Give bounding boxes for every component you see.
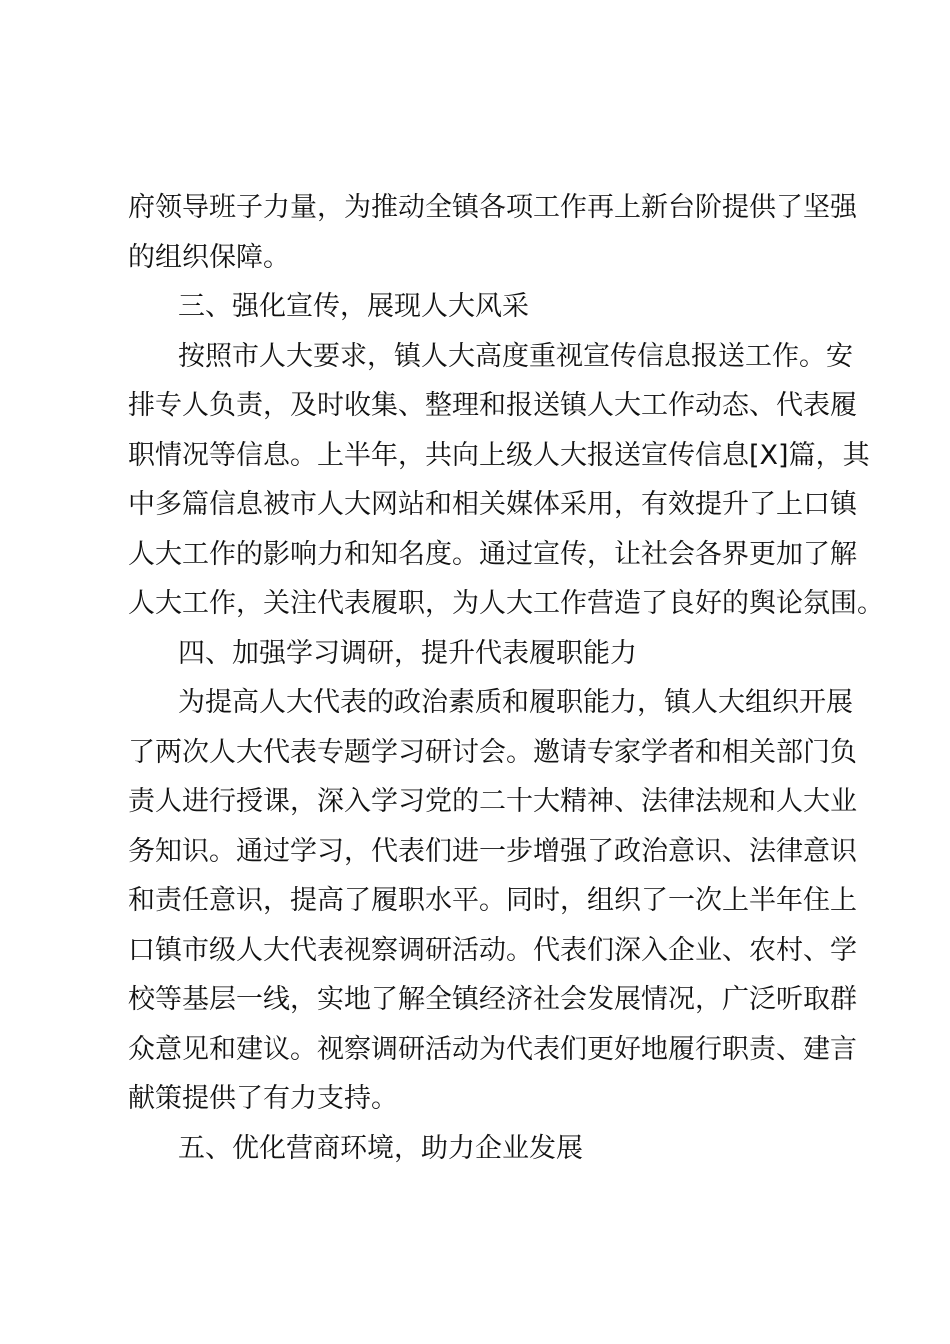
paragraph-line: 人大工作，关注代表履职，为人大工作营造了良好的舆论氛围。	[128, 588, 884, 619]
paragraph-line: 排专人负责，及时收集、整理和报送镇人大工作动态、代表履	[128, 390, 857, 421]
paragraph-line: 校等基层一线，实地了解全镇经济社会发展情况，广泛听取群	[128, 984, 857, 1015]
paragraph-line: 府领导班子力量，为推动全镇各项工作再上新台阶提供了坚强	[128, 192, 857, 223]
paragraph-line: 的组织保障。	[128, 241, 290, 273]
section-4-paragraph	[128, 678, 857, 1124]
section-heading-5: 五、优化营商环境，助力企业发展	[178, 1132, 583, 1164]
section-heading-3: 三、强化宣传，展现人大风采	[178, 291, 529, 322]
paragraph-line: 和责任意识，提高了履职水平。同时，组织了一次上半年住上	[128, 885, 857, 916]
document-body	[128, 183, 884, 1173]
paragraph-line: 口镇市级人大代表视察调研活动。代表们深入企业、农村、学	[128, 934, 857, 966]
paragraph-line: 了两次人大代表专题学习研讨会。邀请专家学者和相关部门负	[128, 736, 857, 768]
section-3-paragraph	[128, 332, 884, 629]
paragraph-line: 责人进行授课，深入学习党的二十大精神、法律法规和人大业	[128, 786, 857, 817]
paragraph-line: 众意见和建议。视察调研活动为代表们更好地履行职责、建言	[128, 1033, 857, 1065]
paragraph-line: 按照市人大要求，镇人大高度重视宣传信息报送工作。安	[178, 340, 853, 372]
paragraph-line: 人大工作的影响力和知名度。通过宣传，让社会各界更加了解	[128, 538, 857, 570]
section-heading-4: 四、加强学习调研，提升代表履职能力	[178, 637, 637, 669]
continuation-paragraph	[128, 183, 857, 282]
paragraph-line: 职情况等信息。上半年，共向上级人大报送宣传信息[X]篇，其	[128, 439, 870, 471]
paragraph-line: 为提高人大代表的政治素质和履职能力，镇人大组织开展	[178, 687, 853, 718]
paragraph-line: 献策提供了有力支持。	[128, 1083, 398, 1114]
paragraph-line: 务知识。通过学习，代表们进一步增强了政治意识、法律意识	[128, 835, 857, 867]
paragraph-line: 中多篇信息被市人大网站和相关媒体采用，有效提升了上口镇	[128, 489, 857, 520]
